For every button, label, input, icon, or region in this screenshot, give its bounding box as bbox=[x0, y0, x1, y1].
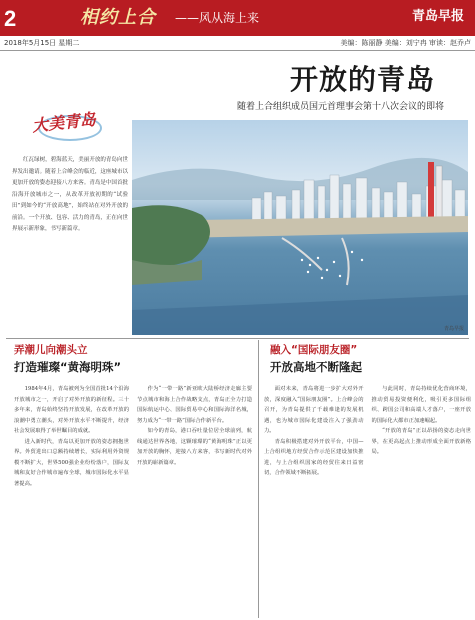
intro-paragraph: 红瓦绿树，碧海蓝天，美丽开放的青岛向世界发出邀请。随着上合峰会的临近，这座城市以更加开放的姿态迎接八方来客。青岛是中国首批沿海开放城市之一，从改革开放初期的“试验田”到如今的“开放高地”，始终站在对外开放的前沿。一个开放、包容、活力的青岛，正在向世界展示新形象，书写新篇章。 bbox=[12, 157, 128, 232]
meta-bar bbox=[0, 36, 475, 51]
article2-paragraph: 面对未来，青岛将进一步扩大对外开放，深度融入“国际朋友圈”。上合峰会的召开，为青岛提供了千载难逢的发展机遇，也为城市国际化建设注入了强劲动力。 bbox=[264, 386, 364, 434]
logo-text: 青岛早报 bbox=[412, 9, 465, 24]
intro-art-text: 大美青岛 bbox=[31, 109, 97, 136]
page-header bbox=[0, 0, 475, 36]
article1-body bbox=[14, 384, 252, 616]
article1-paragraph: 如今的青岛，港口吞吐量位居全球前列，航线通达世界各地，这颗璀璨的“黄海明珠”正以更加开放的胸怀，迎接八方来客，书写新时代对外开放的崭新篇章。 bbox=[137, 428, 252, 466]
article2-kicker: 融入“国际朋友圈” bbox=[270, 344, 358, 356]
photo-credit: 青岛早报 bbox=[443, 326, 464, 332]
article2-paragraph: 青岛积极搭建对外开放平台，中国—上合组织地方经贸合作示范区建设加快推进，与上合组织国家的经贸往来日益密切，合作领域不断拓展。 bbox=[264, 438, 364, 476]
article2-body bbox=[264, 384, 471, 616]
coastline-photo bbox=[132, 120, 468, 335]
main-headline: 开放的青岛 bbox=[290, 63, 436, 96]
main-subheadline: 随着上合组织成员国元首理事会第十八次会议的即将 bbox=[237, 102, 445, 112]
article2-paragraph: 与此同时，青岛持续优化营商环境，推动贸易投资便利化，吸引更多国际组织、跨国公司和高端人才落户，一座开放的国际化大都市正加速崛起。 bbox=[371, 386, 471, 424]
article1-paragraph: 作为“一带一路”新亚欧大陆桥经济走廊主要节点城市和海上合作战略支点，青岛正全力打造国际航运中心、国际贸易中心和国际海洋名城，努力成为“一带一路”国际合作新平台。 bbox=[137, 386, 252, 424]
intro-calligraphy-art bbox=[31, 109, 104, 139]
section-title: 相约上合 bbox=[80, 7, 156, 28]
newspaper-logo bbox=[412, 9, 464, 25]
city-skyline-illustration bbox=[132, 120, 468, 335]
section-divider bbox=[6, 338, 469, 339]
editor-credits: 美编：陈丽静 美编：刘宁冉 审读：赵乔卢 bbox=[340, 39, 471, 47]
article2-paragraph: “开放的青岛”正以昂扬的姿态走向世界，在更高起点上推动形成全面开放新格局。 bbox=[371, 428, 471, 455]
article1-kicker: 弄潮儿向潮头立 bbox=[14, 344, 88, 356]
section-subtitle: ——风从海上来 bbox=[175, 11, 260, 25]
page-number: 2 bbox=[4, 6, 17, 31]
article2-title: 开放高地不断隆起 bbox=[270, 360, 362, 374]
article1-title: 打造璀璨“黄海明珠” bbox=[14, 360, 122, 374]
article1-paragraph: 1984年4月，青岛被列为全国首批14个沿海开放城市之一，开启了对外开放的新征程。三十多年来，青岛始终坚持开放发展，在改革开放的浪潮中勇立潮头，对外开放水平不断提升，经济社会发展取得了举世瞩目的成就。 bbox=[14, 386, 129, 434]
column-divider bbox=[258, 340, 259, 618]
issue-date: 2018年5月15日 星期二 bbox=[4, 39, 80, 47]
article1-paragraph: 进入新时代，青岛以更加开放的姿态拥抱世界。外贸进出口总额持续增长，实际利用外资规模不断扩大，世界500强企业纷纷落户，国际友城和友好合作城市遍布全球，城市国际化水平显著提高。 bbox=[14, 438, 129, 487]
